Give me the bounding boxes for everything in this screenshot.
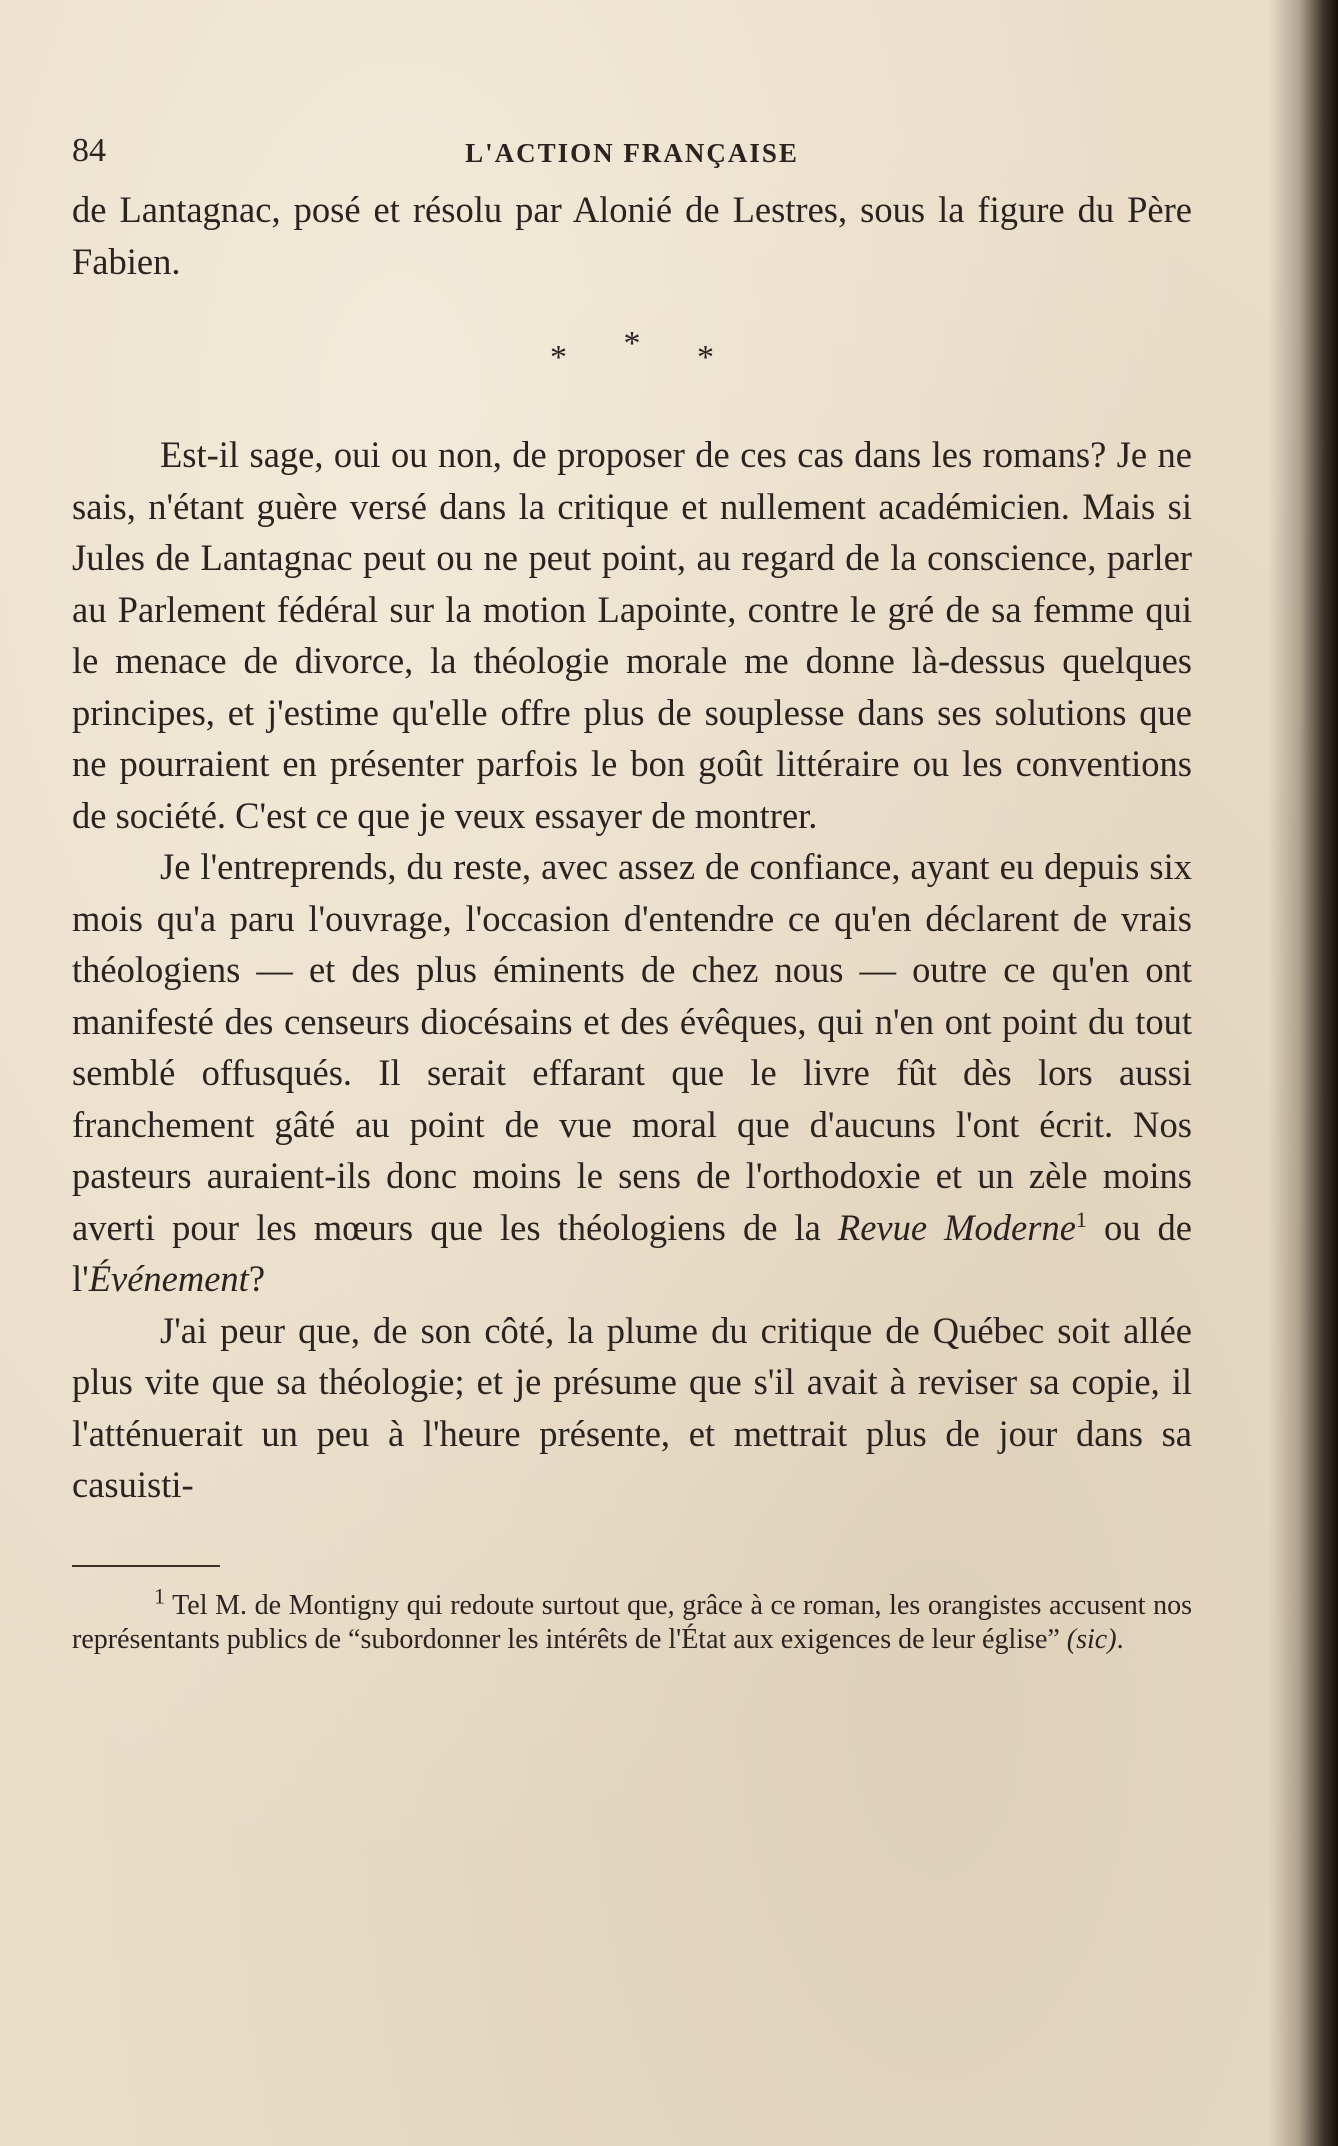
footnote-sic: (sic) xyxy=(1066,1623,1117,1655)
asterisk-left: * xyxy=(550,339,567,376)
paragraph-text-connector: ou de l' xyxy=(72,1206,1192,1299)
paragraph-est-il-sage: Est-il sage, oui ou non, de proposer de ces cas dans les romans? Je ne sais, n'étant guère versé dans la critique et nullement académicien. Mais si Jules de Lantagnac peut ou ne peut point, au regard de la conscience, parler au Parlement fédéral sur la motion Lapointe, contre le gré de sa femme qui le menace de divorce, la théologie morale me donne là-dessus quelques principes, et j'estime qu'elle offre plus de souplesse dans ses solutions que ne pourraient en présenter parfois le bon goût littéraire ou les conventions de société. C'est ce que je veux essayer de montrer. xyxy=(72,434,1192,836)
italic-title-evenement: Événement xyxy=(88,1258,249,1299)
running-head xyxy=(72,132,1192,184)
asterisk-right: * xyxy=(697,339,714,376)
footnote-marker: 1 xyxy=(154,1583,165,1609)
footnote-end: . xyxy=(1116,1623,1124,1655)
italic-title-revue-moderne: Revue Moderne xyxy=(837,1206,1076,1248)
paragraph-text-end: ? xyxy=(248,1258,266,1299)
section-break-asterisks xyxy=(72,327,1192,389)
footnote-reference: 1 xyxy=(1075,1206,1087,1232)
paragraph-text: Je l'entreprends, du reste, avec assez de confiance, ayant eu depuis six mois qu'a paru l'ouvrage, l'occasion d'entendre ce qu'en déclarent de vrais théologiens — et des plus éminents de chez nous — outre ce qu'en ont manifesté des censeurs diocésains et des évêques, qui n'en ont point du tout semblé offusqués. Il serait effarant que le livre fût dès lors aussi franchement gâté au point de vue moral que d'aucuns l'ont écrit. Nos pasteurs auraient-ils donc moins le sens de l'orthodoxie et un zèle moins averti pour les mœurs que les théologiens de la xyxy=(72,846,1192,1248)
page-text-area xyxy=(72,132,1192,1657)
paragraph-je-l-entreprends xyxy=(72,841,1192,1305)
footnote-text xyxy=(72,1583,1192,1657)
binding-gutter-shadow xyxy=(1268,0,1338,2146)
footnote-body: Tel M. de Montigny qui redoute surtout que, grâce à ce roman, les orangistes accusent nos représentants publics de “subordonner les intérêts de l'État aux exigences de leur église” xyxy=(72,1589,1192,1655)
paragraph-continued: de Lantagnac, posé et résolu par Alonié de Lestres, sous la figure du Père Fabien. xyxy=(72,189,1192,282)
body-text xyxy=(72,184,1192,1511)
page-number: 84 xyxy=(72,132,106,169)
footnote-separator-rule xyxy=(72,1565,220,1567)
paragraph-j-ai-peur: J'ai peur que, de son côté, la plume du critique de Québec soit allée plus vite que sa théologie; et je présume que s'il avait à reviser sa copie, il l'atténuerait un peu à l'heure présente, et mettrait plus de jour dans sa casuisti- xyxy=(72,1309,1192,1505)
footnote xyxy=(72,1583,1192,1657)
asterisk-middle: * xyxy=(623,325,641,362)
running-title: L'ACTION FRANÇAISE xyxy=(465,138,799,168)
